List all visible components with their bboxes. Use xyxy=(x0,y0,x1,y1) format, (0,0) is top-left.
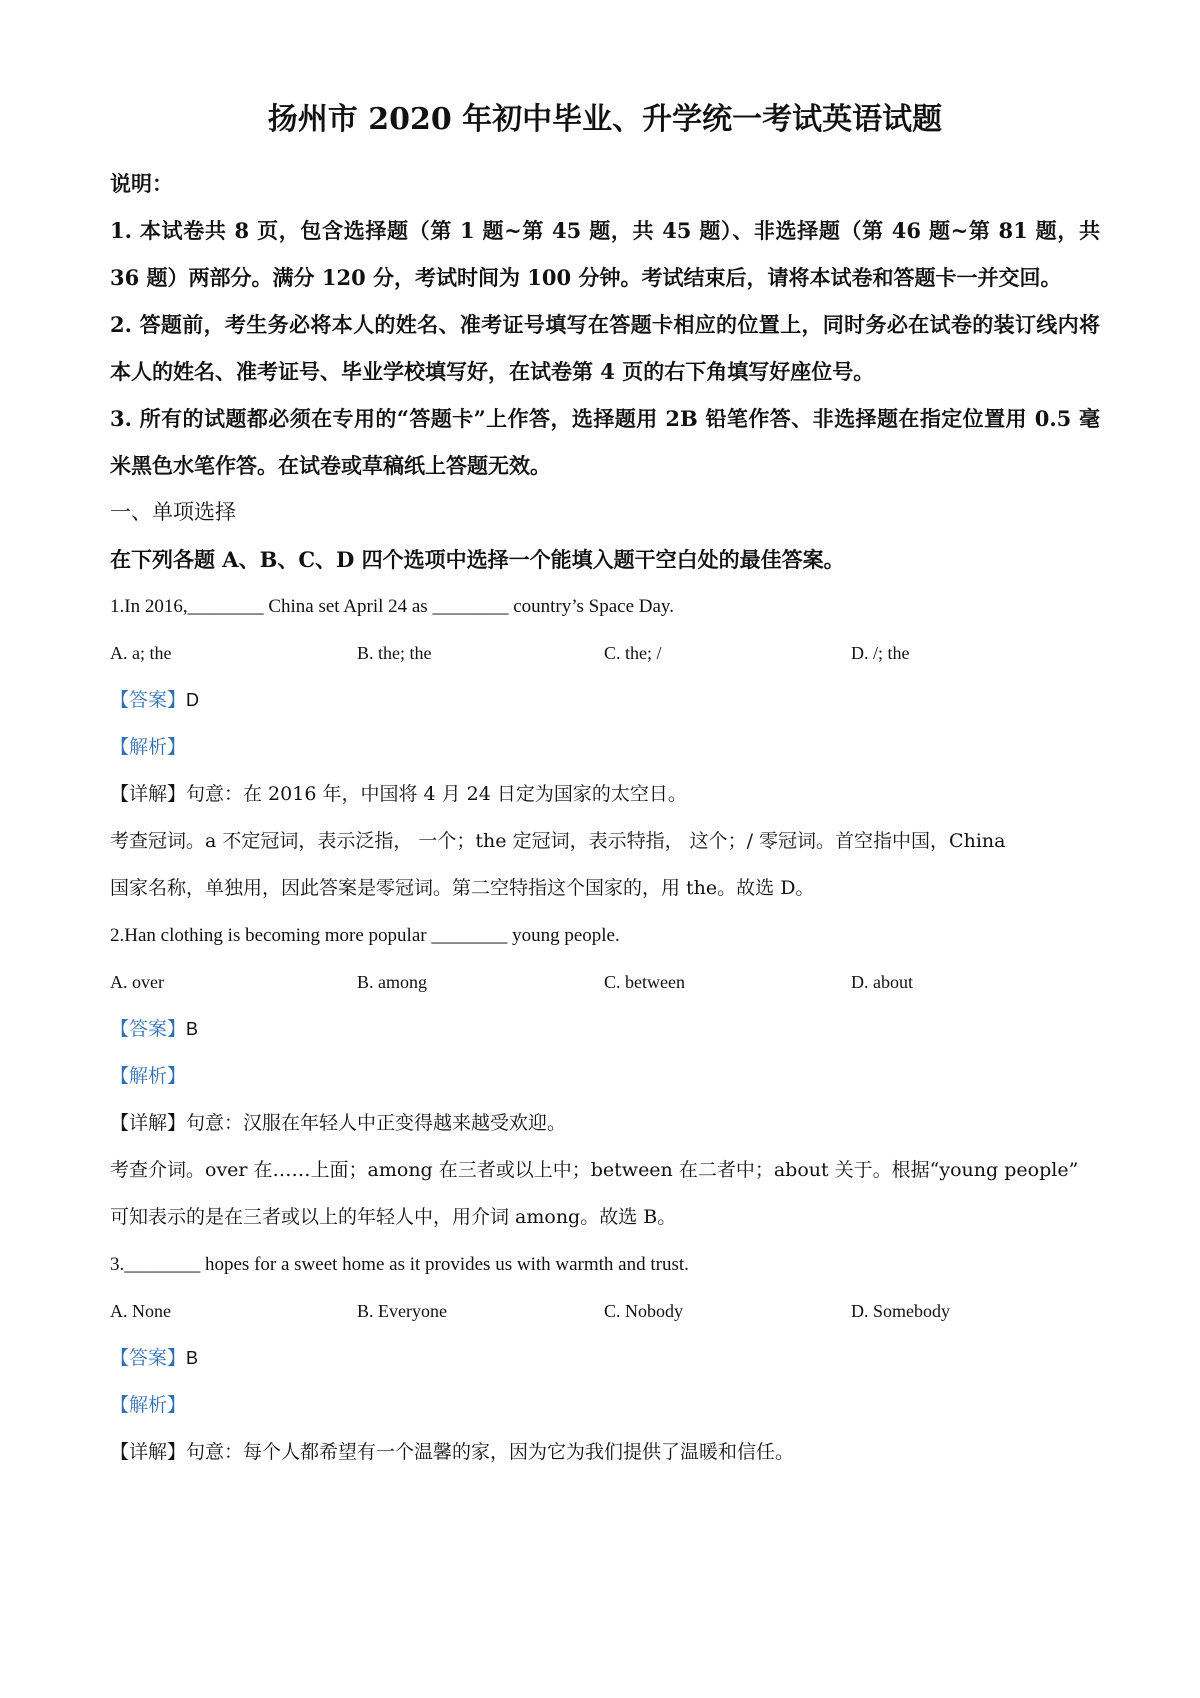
section-instruction: 在下列各题 A、B、C、D 四个选项中选择一个能填入题干空白处的最佳答案。 xyxy=(110,547,845,572)
detail-label: 【详解】 xyxy=(110,1441,187,1463)
answer-label: 【答案】 xyxy=(110,689,187,711)
option-a: A. a; the xyxy=(110,643,172,663)
explanation-line: 可知表示的是在三者或以上的年轻人中，用介词 among。故选 B。 xyxy=(110,1206,677,1228)
option-a: A. None xyxy=(110,1301,171,1321)
detail-text: 句意：在 2016 年，中国将 4 月 24 日定为国家的太空日。 xyxy=(186,783,687,805)
exam-page xyxy=(110,100,1100,1476)
explanation-line: 考查介词。over 在……上面；among 在三者或以上中；between 在二者中；about 关于。根据“young people” xyxy=(110,1159,1079,1181)
instruction-3: 3. 所有的试题都必须在专用的“答题卡”上作答，选择题用 2B 铅笔作答、非选择题在指定位置用 0.5 毫米黑色水笔作答。在试卷或草稿纸上答题无效。 xyxy=(110,406,1100,478)
section-title: 一、单项选择 xyxy=(110,500,236,524)
option-d: D. Somebody xyxy=(851,1301,950,1321)
option-c: C. Nobody xyxy=(604,1301,684,1321)
explanation-line: 国家名称，单独用，因此答案是零冠词。第二空特指这个国家的，用 the。故选 D。 xyxy=(110,877,815,899)
option-b: B. the; the xyxy=(357,643,432,663)
intro-label: 说明： xyxy=(110,171,173,196)
option-d: D. /; the xyxy=(851,643,910,663)
analysis-line xyxy=(110,1053,1100,1100)
answer-value: D xyxy=(186,690,200,710)
analysis-label: 【解析】 xyxy=(110,736,187,758)
answer-label: 【答案】 xyxy=(110,1018,187,1040)
option-b: B. Everyone xyxy=(357,1301,447,1321)
analysis-label: 【解析】 xyxy=(110,1394,187,1416)
option-b: B. among xyxy=(357,972,427,992)
instruction-2: 2. 答题前，考生务必将本人的姓名、准考证号填写在答题卡相应的位置上，同时务必在试卷的装订线内将本人的姓名、准考证号、毕业学校填写好，在试卷第 4 页的右下角填写好座位号。 xyxy=(110,312,1100,384)
analysis-label: 【解析】 xyxy=(110,1065,187,1087)
question-stem: 3.________ hopes for a sweet home as it provides us with warmth and trust. xyxy=(110,1254,689,1275)
detail-line xyxy=(110,771,1100,818)
answer-line xyxy=(110,1335,1100,1382)
detail-text: 句意：汉服在年轻人中正变得越来越受欢迎。 xyxy=(186,1112,567,1134)
page-title: 扬州市 2020 年初中毕业、升学统一考试英语试题 xyxy=(267,102,943,137)
option-a: A. over xyxy=(110,972,164,992)
option-d: D. about xyxy=(851,972,913,992)
explanation-line: 考查冠词。a 不定冠词，表示泛指， 一个；the 定冠词，表示特指， 这个；/ 零冠词。首空指中国，China xyxy=(110,830,1006,852)
option-row xyxy=(110,959,1100,1006)
question-block xyxy=(110,583,1100,912)
question-block xyxy=(110,912,1100,1241)
answer-label: 【答案】 xyxy=(110,1347,187,1369)
instruction-1: 1. 本试卷共 8 页，包含选择题（第 1 题~第 45 题，共 45 题）、非选择题（第 46 题~第 81 题，共 36 题）两部分。满分 120 分，考试时间为 100 分钟。考试结束后，请将本试卷和答题卡一并交回。 xyxy=(110,218,1100,290)
detail-label: 【详解】 xyxy=(110,1112,187,1134)
question-stem: 2.Han clothing is becoming more popular ________ young people. xyxy=(110,925,620,946)
question-block xyxy=(110,1241,1100,1476)
option-row xyxy=(110,630,1100,677)
option-row xyxy=(110,1288,1100,1335)
detail-line xyxy=(110,1429,1100,1476)
answer-line xyxy=(110,1006,1100,1053)
option-c: C. the; / xyxy=(604,643,662,663)
analysis-line xyxy=(110,1382,1100,1429)
question-stem: 1.In 2016,________ China set April 24 as ________ country’s Space Day. xyxy=(110,596,674,617)
detail-label: 【详解】 xyxy=(110,783,187,805)
detail-text: 句意：每个人都希望有一个温馨的家，因为它为我们提供了温暖和信任。 xyxy=(186,1441,795,1463)
answer-value: B xyxy=(186,1019,199,1039)
answer-line xyxy=(110,677,1100,724)
analysis-line xyxy=(110,724,1100,771)
answer-value: B xyxy=(186,1348,199,1368)
detail-line xyxy=(110,1100,1100,1147)
option-c: C. between xyxy=(604,972,685,992)
